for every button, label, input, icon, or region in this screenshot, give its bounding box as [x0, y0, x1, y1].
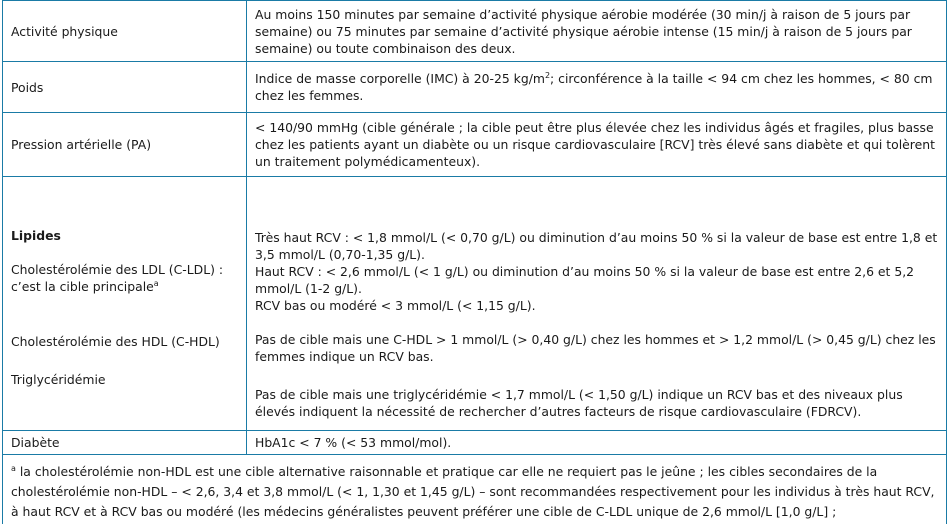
ldl-label [11, 261, 238, 295]
poids-text-sup: 2 [544, 70, 551, 80]
footnote-text: la cholestérolémie non-HDL est une cible alternative raisonnable et pratique car elle ne requiert pas le jeûne ; les cibles secondaires de la cholestérolémie non-HDL – < 2,6, 3,4 et 3,8 mmol/L (< 1, 1,30 et 1,45 g/L) – sont recommandées respectivement pour les individus à très haut RCV, à haut RCV et à RCV bas ou modéré (les médecins généralistes peuvent préférer une cible de C-LDL unique de 2,6 mmol/L [1,0 g/L] ; [11, 464, 935, 519]
row-text-diabete: HbA1c < 7 % (< 53 mmol/mol). [247, 431, 947, 455]
row-label-diabete: Diabète [3, 431, 247, 455]
row-text-pa: < 140/90 mmHg (cible générale ; la cible peut être plus élevée chez les individus âgés et fragiles, plus basse chez les patients ayant un diabète ou un risque cardiovasculaire [RCV] très élevé sans diabète et qui tolèrent un traitement polymédicamenteux). [247, 113, 947, 177]
hdl-text: Pas de cible mais une C-HDL > 1 mmol/L (> 0,40 g/L) chez les hommes et > 1,2 mmol/L (> 0,45 g/L) chez les femmes indique un RCV bas. [255, 331, 936, 364]
ldl-line: Très haut RCV : < 1,8 mmol/L (< 0,70 g/L) ou diminution d’au moins 50 % si la valeur de base est entre 1,8 et 3,5 mmol/L (0,70-1,35 g/L). [255, 229, 938, 262]
table-row [3, 1, 947, 62]
tg-label: Triglycéridémie [11, 371, 106, 387]
row-text-poids [247, 62, 947, 113]
ldl-label-sup: a [153, 278, 159, 288]
ldl-line: Haut RCV : < 2,6 mmol/L (< 1 g/L) ou diminution d’au moins 50 % si la valeur de base est entre 2,6 et 5,2 mmol/L (1-2 g/L). [255, 263, 915, 296]
table-row [3, 113, 947, 177]
row-label-pa: Pression artérielle (PA) [3, 113, 247, 177]
lipides-heading: Lipides [11, 227, 61, 243]
hdl-label: Cholestérolémie des HDL (C-HDL) [11, 333, 220, 349]
lipides-label-cell [3, 177, 247, 431]
tg-text: Pas de cible mais une triglycéridémie < 1,7 mmol/L (< 1,50 g/L) indique un RCV bas et des niveaux plus élevés indiquent la nécessité de rechercher d’autres facteurs de risque cardiovasculaire (FDRCV). [255, 386, 903, 419]
table-row [3, 177, 947, 431]
lipides-spacer [255, 195, 938, 212]
lipides-text-cell [247, 177, 947, 431]
table-row [3, 431, 947, 455]
footnote-marker: a [11, 463, 16, 473]
ldl-label-text: Cholestérolémie des LDL (C-LDL) : c’est la cible principale [11, 261, 224, 294]
footnote [2, 454, 947, 524]
targets-table [2, 0, 947, 455]
poids-text-after: ; circonférence à la taille < 94 cm chez les hommes, < 80 cm chez les femmes. [255, 71, 933, 103]
row-label-poids: Poids [3, 62, 247, 113]
poids-text-before: Indice de masse corporelle (IMC) à 20-25 kg/m [255, 71, 545, 86]
ldl-line: RCV bas ou modéré < 3 mmol/L (< 1,15 g/L). [255, 297, 536, 313]
row-text-activite: Au moins 150 minutes par semaine d’activité physique aérobie modérée (30 min/j à raison de 5 jours par semaine) ou 75 minutes par semaine d’activité physique aérobie intense (15 min/j à raison de 5 jours par semaine) ou toute combinaison des deux. [247, 1, 947, 62]
table-row [3, 62, 947, 113]
row-label-activite: Activité physique [3, 1, 247, 62]
